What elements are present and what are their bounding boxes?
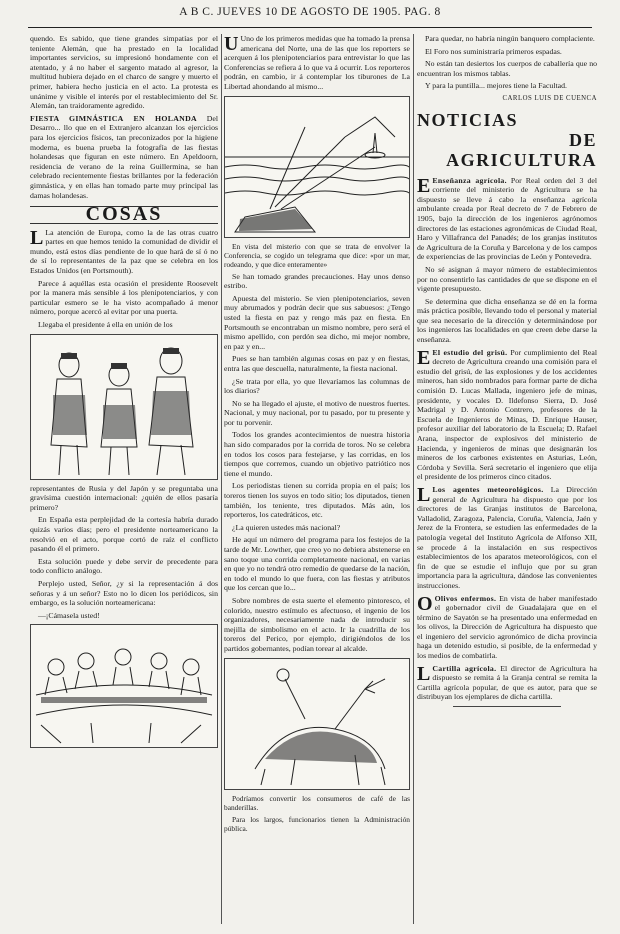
col2-paragraph-8: ¿La quieren ustedes más nacional?: [232, 522, 341, 532]
cosas-dropcap: L: [30, 226, 44, 249]
n5-headline: Cartilla agrícola.: [432, 663, 497, 673]
n1-headline: Enseñanza agrícola.: [432, 175, 507, 185]
col2-paragraph-4: ¿Se trata por ella, yo que llevaríamos las columnas de los diarios?: [224, 376, 410, 396]
n2-headline: El estudio del grisú.: [432, 347, 508, 357]
n5-text: El director de Agricultura ha dispuesto se remita á la Granja central se remita la Cartilla agrícola popular, de que es autor, para que se distribuyan los ejemplares de dicha cartilla.: [417, 663, 597, 702]
col2-dropcap: U: [224, 34, 239, 55]
n3-headline: Los agentes meteorológicos.: [432, 484, 544, 494]
n3-text: La Dirección general de Agricultura ha dispuesto que por los directores de las Granjas institutos de Barcelona, Valladolid, Zaragoza, Palencia, Coruña, Valencia, Jaén y Jerez de la Frontera, se estudien las enfermedades de la patología vegetal del Instituto Agrícola de Alfonso XII, se procede á la instalación en sus respectivos establecimientos de los aparatos meteorológicos, con el fin de que se estudie el influjo que por su gran importancia para la agricultura, dándose las convenientes instrucciones.: [417, 484, 597, 590]
column-divider-1: [221, 34, 222, 924]
col2-paragraph-1: Se han tomado grandes precauciones. Hay unos denso estribo.: [224, 271, 410, 291]
col2-paragraph-5: No se ha llegado el ajuste, el motivo de nuestros fuertes. Nacional, y muy nacional, por tu pasado, por tu presente y por tu porvenir.: [224, 398, 410, 427]
illustration-sea-reporters: [224, 96, 410, 238]
n3-dropcap: L: [417, 483, 431, 506]
col2-paragraph-6: Todos los grandes acontecimientos de nuestra historia han sido comparados por la corrida de toros. No se celebra en todos los cosos para festejarse, y las corridas, en los tiempos que corremos, cuando un objetivo patriótico nos tiene el mundo.: [224, 430, 410, 478]
column-1: [30, 34, 218, 924]
n2-dropcap: E: [417, 346, 431, 369]
cosas-paragraph-4: representantes de Rusia y del Japón y se preguntaba una gravísima cuestión internacional: ¿quién de ellos pasaría primero?: [30, 483, 218, 512]
intro-paragraph: quendo. Es sabido, que tiene grandes simpatías por el teniente Alemán, que ha prestado en la localidad importantes servicios, su impresionó hondamente con el atentado, y á no haber el sargento matado al agresor, la multitud hubiera dejado en el charco de sangre y muerto el primer, habiera hecho justicia en el acto. La protesta es unánime y visible el interés por el restablecimiento del Sr. Alemán, tan traidoramente agredido.: [30, 34, 218, 111]
cosas-title: COSAS: [30, 206, 218, 224]
col2-paragraph-3: Pues se han también algunas cosas en paz y en fiestas, entra las que descuella, naturalmente, la fiesta nacional.: [224, 354, 410, 373]
noticias-title-2: DE AGRICULTURA: [446, 129, 597, 170]
caption-3: Para los largos, funcionarios tienen la Administración pública.: [224, 814, 410, 833]
n4-dropcap: O: [417, 592, 433, 615]
col2-paragraph-2: Apuesta del misterio. Se vien plenipotenciarios, seven muy abrumados y podrán decir que sus sabuesos: ¿Tengo usted la fiesta en paz y rengo más paz en fiesta. En Portsmouth se encontraban un mismo nombre, pero será el mismo apellido, con perdón sea dicho, mi mejor nombre, en paz y en...: [224, 293, 410, 351]
n1-text: Por Real orden del 3 del corriente del ministerio de Agricultura se ha dispuesto se lleve á cabo la enseñanza agrícola ambulante creada por Real decreto de 7 de Febrero de 1905, bajo la dirección de los ingenieros agrónomos directores de las estaciones agronómicas de Ciudad Real, Haro y Villafranca del Panadés; de los granjas institutos de Agricultura de la Coruña y Barcelona y de los campos de experiencias de las provincias de León y Pontevedra.: [417, 175, 597, 262]
column-3: [417, 34, 597, 924]
n1-text-3: Se determina que dicha enseñanza se dé en la forma más práctica posible, llevando todo el personal y material que sea necesario de la dirección y determinándose por los ingenieros las localidades en que creen debe darse la enseñanza.: [417, 296, 597, 345]
illustration-bull: [224, 658, 410, 790]
n2-text: Por cumplimiento del Real decreto de Agricultura creando una comisión para el estudio del grisú, de las explosiones y de los accidentes mineros, han sido nombrados para formar parte de dicha comisión D. Lucas Mallada, ingeniero jefe de minas, presidente, y vocales D. Ildefonso Sierra, D. José Madrigal y D. Antonio Contrero, profesores de la Escuela de Ingenieros de Minas, D. Enrique Hauser, profesor auxiliar del laboratorio de la Escuela; D. Rafael Arana, inspector de explosivos del ministerio de Hacienda, y ingenieros de minas que designarán los mineros de los carbones existentes en Asturias, León, Córdoba y Sevilla. Será secretario el ingeniero que elija el presidente de los primeros cinco citados.: [417, 347, 597, 482]
cosas-paragraph-1: La atención de Europa, como la de las otras cuatro partes en que hemos tenido la comunidad de dividir el mundo, está estos días pendiente de lo que hará de sí ó no de sí lo representantes de la paz que se celebra en los Estados Unidos (en Portsmouth).: [30, 227, 218, 276]
end-rule: [453, 706, 561, 707]
cosas-paragraph-7: Perplejo usted, Señor, ¿y si la representación á dos señoras y á un señor? Esto no lo dicen los periódicos, sin embargo, es la solución norteamericana:: [30, 578, 218, 608]
col3-top-paragraph-2: El Foro nos suministraría primeros espadas.: [425, 46, 562, 56]
masthead: A B C. JUEVES 10 DE AGOSTO DE 1905. PAG. 8: [179, 6, 441, 18]
illustration-banquet: [30, 624, 218, 748]
n1-dropcap: E: [417, 174, 431, 197]
col2-paragraph-10: Sobre nombres de esta suerte el elemento pintoresco, el colorido, nuestro estímulo es afectuoso, el ingenio de los organizadores, necesariamente nada de introducir su mejilla de simbolismo en el acto. Ir la cuadrilla de los toreros del Perico, por ejemplo, dirigiéndolos de los partidos gobernantes, podían torear al alcalde.: [224, 595, 410, 653]
illustration-diplomats: [30, 334, 218, 480]
caption-1: En vista del misterio con que se trata de envolver la Conferencia, se cogido un telegrama que dice: «por un mar, rodeando, y que dice enteramente»: [224, 241, 410, 269]
n5-dropcap: L: [417, 662, 431, 685]
col2-top-paragraph: Uno de los primeros medidas que ha tomado la prensa americana del Norte, una de las que los reporters se acerquen á los plenipotenciarios para entrevistar lo que las Conferencias se refiera á lo que va á ocurrir. Los reporteros podrán, en cambio, ir á contemplar los tiburones de La Libertad ahondando al mismo...: [224, 34, 410, 91]
cosas-paragraph-6: Esta solución puede y debe servir de precedente para todo conflicto análogo.: [30, 556, 218, 576]
fiesta-headline: FIESTA GIMNÁSTICA: [30, 113, 124, 123]
col2-paragraph-9: He aquí un número del programa para los festejos de la tarde de Mr. Lowther, que creo yo no debiera abstenerse en sano toque una corrida completamente nacional, en varias en que yo no tendrá otro remedio de quedarse de la nación, en todo el mundo lo que fuera, con las fiestas y atributos que los cercan que lo...: [224, 535, 410, 593]
fiesta-headline-2: EN HOLANDA: [133, 113, 197, 123]
masthead-rule: [28, 27, 592, 28]
col3-top-paragraph-1: Para quedar, no habría ningún banquero complaciente.: [425, 34, 595, 43]
fiesta-text: Del Desarro... llo que en el Extranjero alcanzan los ejercicios para los ejercicios físicos, tan preconizados por la higiene moderna, es buena prueba la fotografía de las fiestas holandesas que figuran en este número. En Apeldoorn, residencia de verano de la reina Guillermina, se han celebrado recientemente fiestas brillantes por la federación gimnástica, y en ellas han tomado parte muy principal las damas holandesas.: [30, 113, 218, 200]
column-divider-2: [413, 34, 414, 924]
col3-top-paragraph-4: Y para la puntilla... mejores tiene la Facultad.: [425, 81, 567, 91]
col2-paragraph-7: Los periodistas tienen su corrida propia en el país; los toreros tienen los suyos en todo sitio; los diputados, tienen también, los teniente, tres diputados. Más aún, los reporteros, los catedráticos, etc.: [224, 481, 410, 520]
n4-headline: Olivos enfermos.: [434, 593, 497, 603]
col3-top-paragraph-3: No están tan desiertos los cuerpos de caballería que no encuentran los mismos tablas.: [417, 59, 597, 78]
cosas-paragraph-8: —¡Cámasela usted!: [38, 610, 100, 620]
signature: CARLOS LUIS DE CUENCA: [502, 94, 597, 102]
fiesta-section: [30, 114, 218, 200]
caption-2: Podríamos convertir los consumeros de café de las banderillas.: [224, 793, 410, 812]
column-2: [224, 34, 410, 924]
n4-text: En vista de haber manifestado el gobernador civil de Guadalajara que en el término de Sayatón se ha presentado una enfermedad en los olivos, la Dirección de Agricultura ha dispuesto que el ingeniero del servicio agronómico de dicha provincia haga un detenido estudio, si posible, de la enfermedad y los medios de combatirla.: [417, 593, 597, 661]
noticias-title-1: NOTICIAS: [417, 109, 519, 130]
cosas-paragraph-3: Llegaba el presidente á ella en unión de los: [38, 320, 173, 330]
cosas-paragraph-2: Parece á aquéllas esta ocasión el presidente Roosevelt por la manera más sensible á los plenipotenciarios, y con particular esmero se le ha visto acompañado á menor número, porque acercó al evitar por una puerta.: [30, 278, 218, 317]
cosas-paragraph-5: En España esta perplejidad de la cortesía habría durado quizás varios días; pero el presidente norteamericano la resolvió en el acto, porque cortó de raíz el conflicto pasando él el primero.: [30, 515, 218, 554]
n1-text-2: No sé asignan á mayor número de establecimientos por no consentirlo las cantidades de que se dispone en el vigente presupuesto.: [417, 264, 597, 294]
